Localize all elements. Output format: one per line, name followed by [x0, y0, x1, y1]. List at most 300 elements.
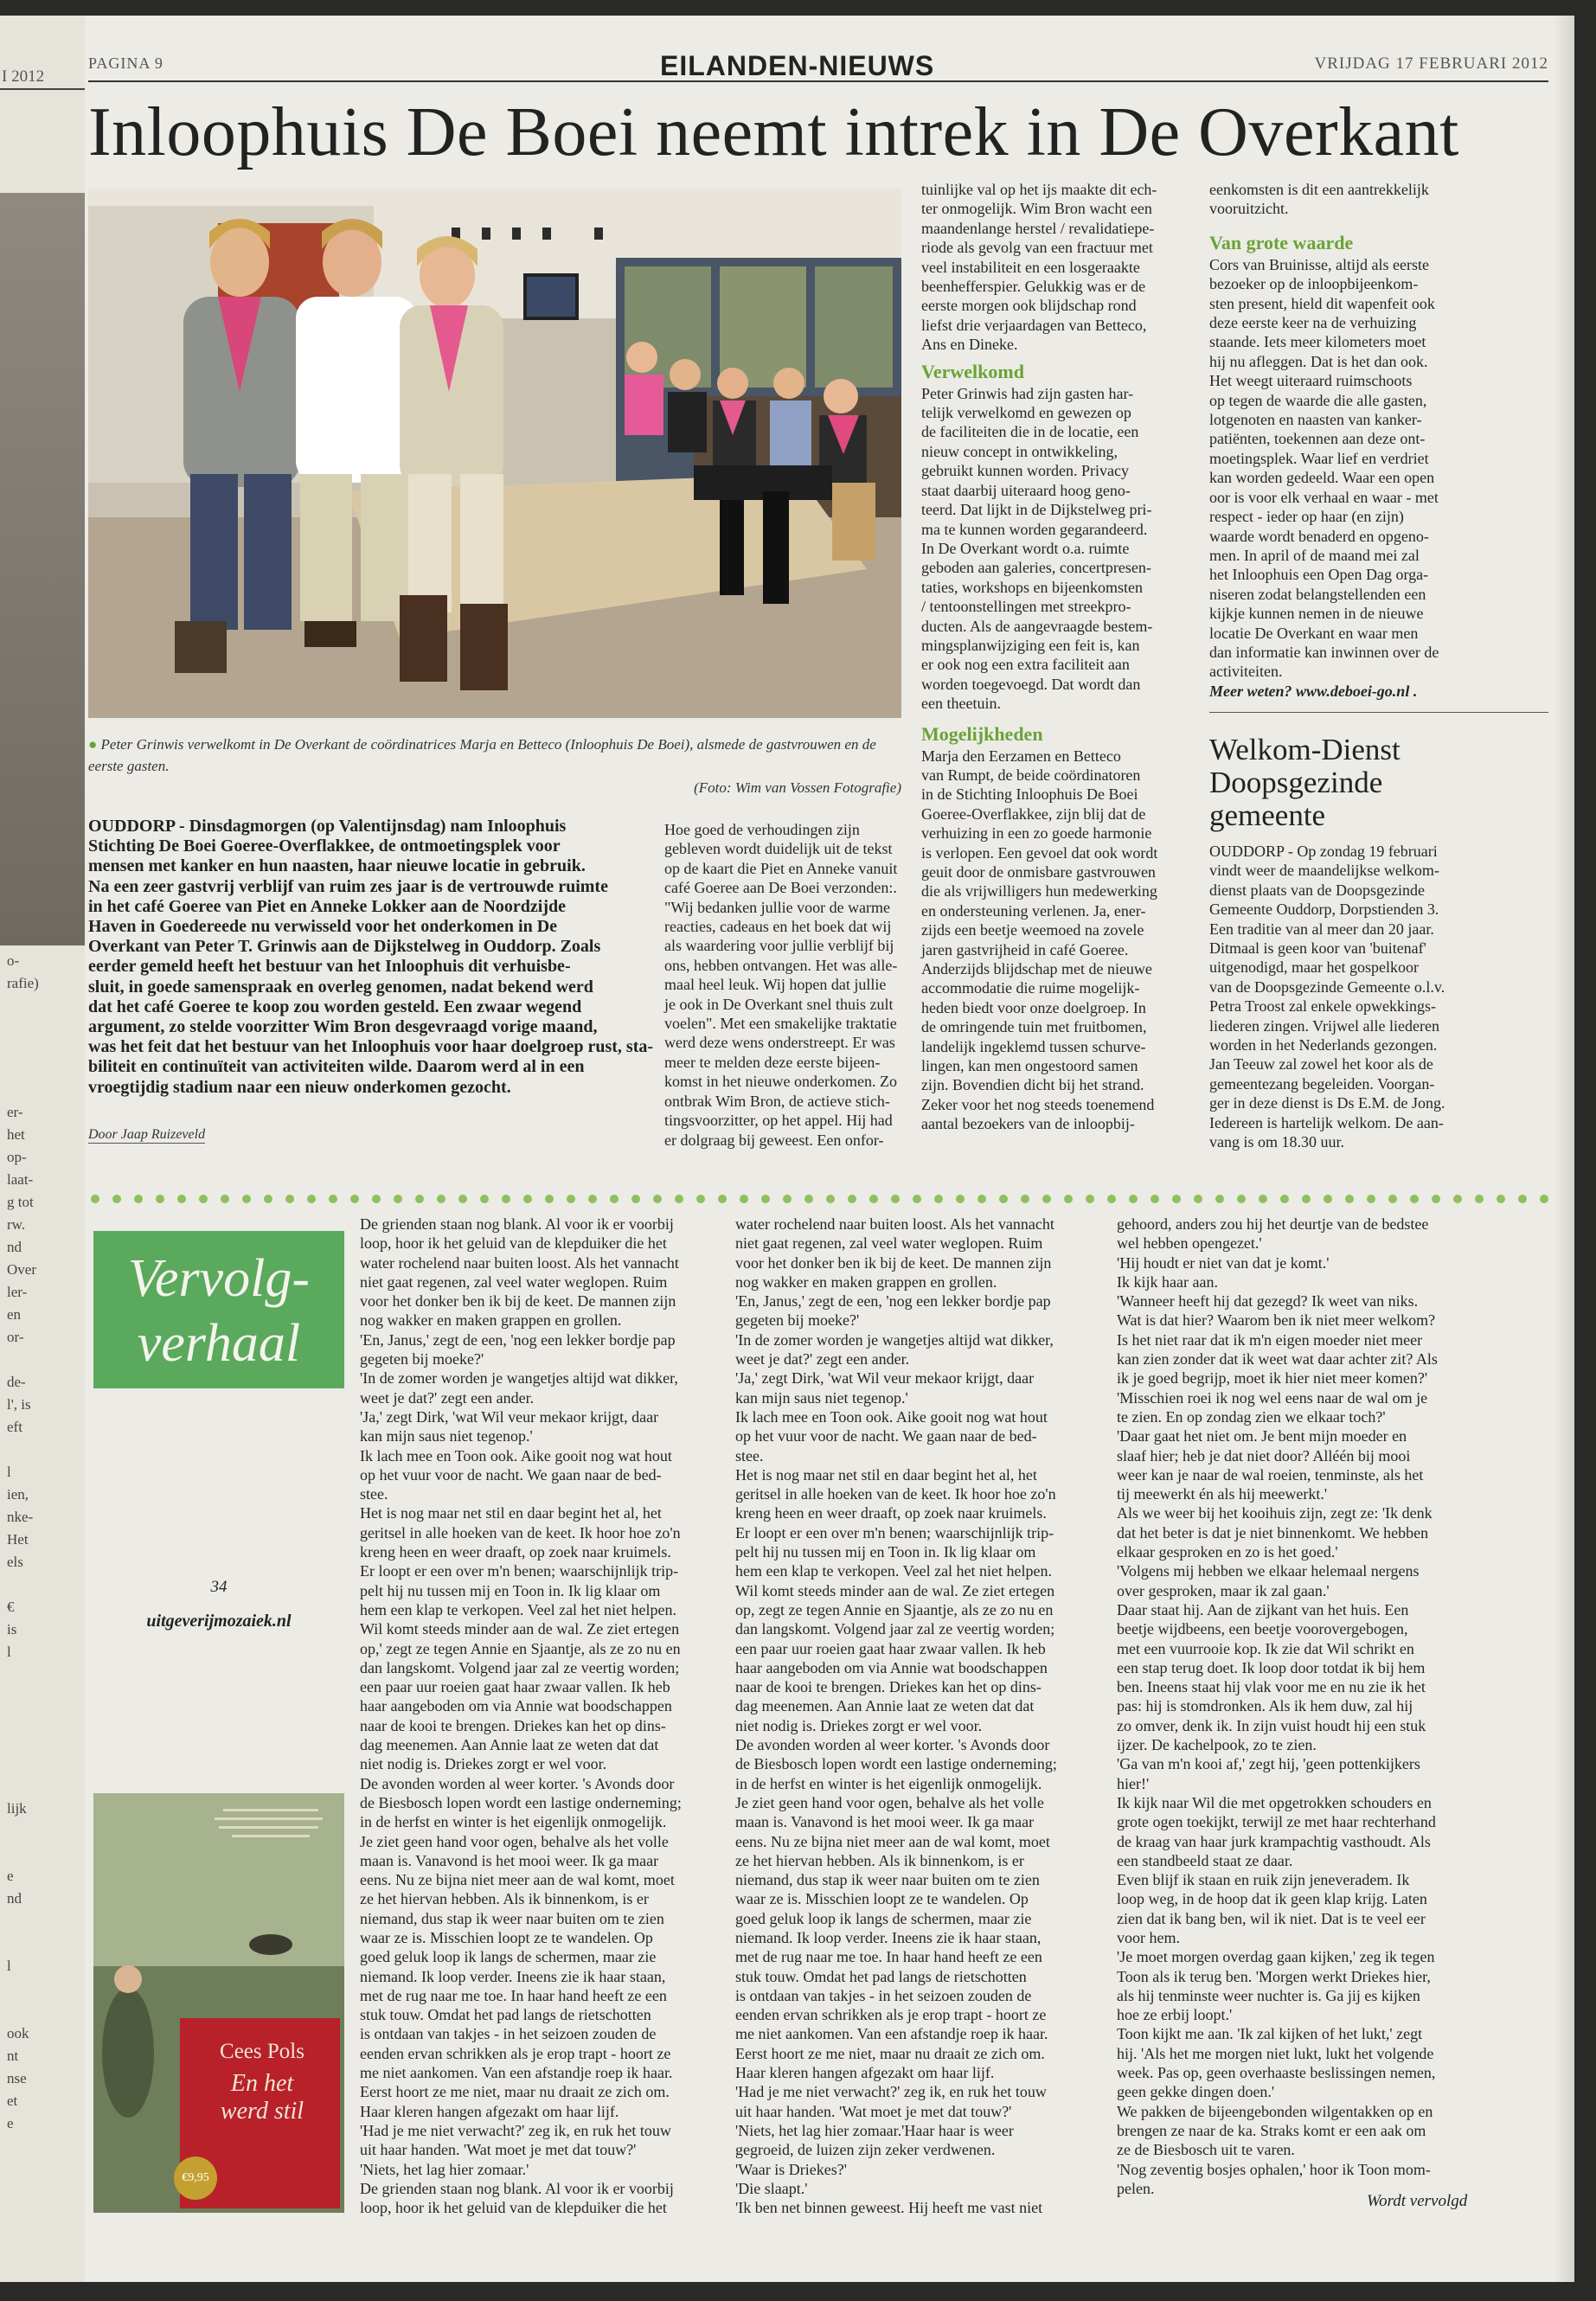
- subhead-mogelijkheden: Mogelijkheden: [921, 722, 1043, 745]
- separator-dot: [285, 1195, 294, 1203]
- text-line: geboden aan galeries, concertpresen-: [921, 559, 1151, 577]
- serial-line: op,' zegt ze tegen Annie en Sjaantje, als ze zo nu en: [360, 1639, 681, 1657]
- text-line: oor is voor elk verhaal en waar - met: [1209, 488, 1439, 506]
- newspaper-page: [85, 16, 1574, 2282]
- serial-line: ze de Biesbosch uit te varen.: [1117, 2141, 1295, 2159]
- separator-dot: [869, 1195, 878, 1203]
- text-line: dan informatie kan inwinnen over de: [1209, 643, 1439, 661]
- serial-line: gegeten bij moeke?': [735, 1311, 860, 1330]
- previous-page-caption-fragment: [7, 950, 39, 995]
- lead-line: Stichting De Boei Goeree-Overflakkee, de ontmoetingsplek voor: [88, 836, 561, 856]
- serial-line: weer kan je naar de wal roeien, tenminste, als het: [1117, 1465, 1424, 1484]
- fragment-line: de-: [7, 1374, 26, 1390]
- serial-line: in de herfst en winter is het eigenlijk onmogelijk.: [735, 1774, 1042, 1792]
- serial-line: geen gekke dingen doen.': [1117, 2083, 1275, 2101]
- separator-dot: [480, 1195, 489, 1203]
- serial-line: 'En, Janus,' zegt de een, 'nog een lekker bordje pap: [360, 1330, 676, 1349]
- text-line: heden biedt voor onze doelgroep. In: [921, 998, 1146, 1016]
- fragment-line: l: [7, 1644, 11, 1660]
- previous-page-text-fragment-lower: [7, 1798, 29, 2135]
- column-3-intro: [921, 180, 1181, 355]
- article-column-2: [664, 820, 898, 1150]
- caption-bullet-icon: ●: [88, 736, 101, 753]
- serial-line: Even blijf ik staan en ruik zijn jeneveradem. Ik: [1117, 1871, 1410, 1889]
- serial-line: waar ze is. Misschien loopt ze te wandelen. Op: [735, 1890, 1029, 1908]
- fragment-line: op-: [7, 1149, 27, 1165]
- serial-line: niemand, dus stap ik weer naar buiten om te zien: [360, 1909, 664, 1927]
- text-line: zijds een beetje weemoed na zovele: [921, 921, 1144, 939]
- fragment-line: het: [7, 1126, 25, 1143]
- serial-line: nog wakker en maken grappen en grollen.: [360, 1311, 622, 1330]
- fragment-line: is: [7, 1621, 17, 1638]
- text-line: reacties, cadeaus en het boek dat wij: [664, 918, 892, 936]
- text-line: gebruikt kunnen worden. Privacy: [921, 462, 1129, 480]
- text-line: ducten. Als de aangevraagde bestem-: [921, 617, 1153, 635]
- separator-dot: [999, 1195, 1008, 1203]
- separator-dot: [1475, 1195, 1484, 1203]
- serial-line: De grienden staan nog blank. Al voor ik er voorbij: [360, 1215, 674, 1233]
- text-line: worden in het Nederlands gezongen.: [1209, 1036, 1438, 1054]
- text-line: ma te kunnen worden gegarandeerd.: [921, 520, 1148, 538]
- separator-dot: [696, 1195, 705, 1203]
- welkom-title-line: gemeente: [1209, 798, 1326, 832]
- serial-line: Daar staat hij. Aan de zijkant van het huis. Een: [1117, 1600, 1409, 1618]
- article-byline: Door Jaap Ruizeveld: [88, 1127, 206, 1142]
- separator-dot: [415, 1195, 424, 1203]
- separator-dot: [177, 1195, 186, 1203]
- serial-line: ben. Ineens staat hij vlak voor me en nu zie ik het: [1117, 1678, 1426, 1696]
- serial-line: Wil komt steeds minder aan de wal. Ze ziet ertegen: [735, 1581, 1055, 1599]
- text-line: van Rumpt, de beide coördinatoren: [921, 766, 1141, 784]
- lead-line: biliteit en continuïteit van activiteiten wilde. Daarom werd al in een: [88, 1057, 585, 1077]
- text-line: het Inloophuis een Open Dag orga-: [1209, 566, 1429, 584]
- welkom-dienst-text: [1209, 842, 1477, 1152]
- serial-line: 'Ja,' zegt Dirk, 'wat Wil veur mekaor krijgt, daar: [735, 1369, 1035, 1388]
- fragment-line: nt: [7, 2048, 19, 2064]
- text-line: uitgenodigd, maar het gospelkoor: [1209, 958, 1419, 977]
- separator-dot: [502, 1195, 510, 1203]
- lead-line: vroegtijdig stadium naar een nieuw onderkomen gezocht.: [88, 1077, 511, 1097]
- serial-line: Eerst hoort ze me niet, maar nu draait ze zich om.: [360, 2083, 670, 2101]
- separator-dot: [848, 1195, 856, 1203]
- serial-line: zien dat ik bang ben, wil ik niet. Dat is te veel eer: [1117, 1909, 1426, 1927]
- text-line: vang is om 18.30 uur.: [1209, 1133, 1344, 1151]
- serial-line: 'Volgens mij hebben we elkaar helemaal nergens: [1117, 1562, 1420, 1580]
- text-line: de omringende tuin met fruitbomen,: [921, 1018, 1147, 1036]
- serial-line: Wil komt steeds minder aan de wal. Ze ziet ertegen: [360, 1620, 680, 1638]
- separator-dot: [523, 1195, 532, 1203]
- separator-dot: [804, 1195, 813, 1203]
- text-line: jaren gastvrijheid in café Goeree.: [921, 940, 1129, 958]
- serial-line: Je ziet geen hand voor ogen, behalve als het volle: [360, 1832, 669, 1850]
- serial-line: niemand, dus stap ik weer naar buiten om te zien: [735, 1871, 1040, 1889]
- serial-line: de Biesbosch lopen wordt een lastige onderneming;: [360, 1793, 682, 1811]
- serial-line: een standbeeld staat ze daar.: [1117, 1851, 1293, 1869]
- serial-line: Er loopt er een over m'n benen; waarschijnlijk trip-: [735, 1523, 1054, 1541]
- text-line: veel instabiliteit en een losgeraakte: [921, 258, 1140, 276]
- text-line: deze eerste keer na de verhuizing: [1209, 314, 1417, 332]
- serial-line: eenden ervan schrikken als je erop trapt - hoort ze: [735, 2006, 1047, 2024]
- text-line: er ook nog een extra faciliteit aan: [921, 656, 1130, 674]
- fragment-line: [7, 1977, 29, 2000]
- more-info-link[interactable]: Meer weten? www.deboei-go.nl .: [1209, 682, 1418, 700]
- fragment-line: l: [7, 1464, 11, 1480]
- text-line: maal heel leuk. Wij hopen dat jullie: [664, 976, 887, 994]
- newspaper-masthead: EILANDEN-NIEUWS: [660, 50, 935, 81]
- serial-line: 'In de zomer worden je wangetjes altijd wat dikker,: [735, 1330, 1054, 1349]
- serial-line: hier!': [1117, 1774, 1150, 1792]
- serial-line: wel hebben opengezet.': [1117, 1234, 1262, 1253]
- serial-line: Het is nog maar net stil en daar begint het al, het: [735, 1465, 1037, 1484]
- text-line: ontbrak Wim Bron, de actieve stich-: [664, 1092, 890, 1110]
- serial-line: is ontdaan van takjes - in het seizoen zouden de: [360, 2025, 657, 2043]
- text-line: er dolgraag bij geweest. Een onfor-: [664, 1131, 884, 1149]
- fragment-line: [7, 2000, 29, 2022]
- text-line: eerste morgen ook blijdschap rond: [921, 297, 1137, 315]
- serial-line: eens. Nu ze bijna niet meer aan de wal komt, moet: [735, 1832, 1050, 1850]
- text-line: voelen". Met een smakelijke traktatie: [664, 1015, 897, 1033]
- serial-line: loop weg, in de hoop dat ik geen klap krijg. Laten: [1117, 1890, 1427, 1908]
- welkom-dienst-title: [1209, 734, 1547, 832]
- text-line: accommodatie die ruime mogelijk-: [921, 979, 1140, 997]
- separator-dot: [91, 1195, 99, 1203]
- serial-line: op, zegt ze tegen Annie en Sjaantje, als ze zo nu en: [735, 1600, 1054, 1618]
- separator-dot: [1172, 1195, 1181, 1203]
- separator-dot: [913, 1195, 921, 1203]
- serial-line: niet nodig is. Driekes zorgt er wel voor.: [735, 1716, 983, 1734]
- separator-dot: [956, 1195, 965, 1203]
- separator-dot: [1518, 1195, 1527, 1203]
- serial-line: gegroeid, de luizen zijn zeker verdwenen.: [735, 2141, 996, 2159]
- section-mogelijkheden: [921, 747, 1181, 1134]
- publisher-website[interactable]: uitgeverijmozaiek.nl: [146, 1612, 292, 1631]
- serial-line: naar de kooi te brengen. Driekes kan het op dins-: [360, 1716, 666, 1734]
- serial-line: kreng heen en weer draaft, op zoek naar kruimels.: [735, 1504, 1047, 1522]
- text-line: gemeentezang begeleiden. Voorgan-: [1209, 1074, 1435, 1093]
- text-line: waarde wordt benaderd en opgeno-: [1209, 527, 1429, 545]
- photo-credit: (Foto: Wim van Vossen Fotografie): [694, 779, 901, 796]
- fragment-line: nke-: [7, 1509, 34, 1525]
- text-line: liefst drie verjaardagen van Betteco,: [921, 316, 1147, 334]
- separator-dot: [1064, 1195, 1073, 1203]
- serial-line: met de rug naar me toe. In haar hand heeft ze een: [735, 1948, 1042, 1966]
- separator-dot: [1302, 1195, 1311, 1203]
- text-line: vooruitzicht.: [1209, 200, 1289, 218]
- lead-line: OUDDORP - Dinsdagmorgen (op Valentijnsdag) nam Inloophuis: [88, 817, 567, 836]
- serial-line: water rochelend naar buiten loost. Als het vannacht: [735, 1215, 1054, 1233]
- text-line: Zeker voor het nog steeds toenemend: [921, 1095, 1155, 1113]
- text-line: patiënten, toekennen aan deze ont-: [1209, 430, 1426, 448]
- separator-dot: [1497, 1195, 1505, 1203]
- serial-line: weet je dat?' zegt een ander.: [360, 1388, 535, 1407]
- article-photo: [88, 189, 901, 718]
- text-line: moetingsplek. Waar lief en verdriet: [1209, 449, 1429, 467]
- column-4-intro: [1209, 180, 1469, 219]
- lead-line: argument, zo stelde voorzitter Wim Bron desgevraagd vorige maand,: [88, 1017, 598, 1037]
- separator-dot: [437, 1195, 445, 1203]
- text-line: Gemeente Ouddorp, Dorpstienden 3.: [1209, 901, 1439, 919]
- serial-line: stee.: [735, 1446, 764, 1465]
- text-line: "Wij bedanken jullie voor de warme: [664, 898, 891, 916]
- separator-dot: [199, 1195, 208, 1203]
- separator-dot: [740, 1195, 748, 1203]
- previous-page-text-fragment: [7, 1101, 36, 1663]
- text-line: gebleven wordt duidelijk uit de tekst: [664, 840, 893, 858]
- article-lead: [88, 817, 654, 1098]
- serial-line: beetje wijdbeens, een beetje voorovergebogen,: [1117, 1620, 1408, 1638]
- separator-dot: [1086, 1195, 1094, 1203]
- fragment-line: [7, 1910, 29, 1932]
- subhead-verwelkomd: Verwelkomd: [921, 360, 1024, 382]
- serial-line: elkaar gesproken en zo is het goed.': [1117, 1543, 1338, 1561]
- serial-line: weet je dat?' zegt een ander.: [735, 1350, 910, 1368]
- text-line: dienst plaats van de Doopsgezinde: [1209, 881, 1425, 899]
- text-line: Peter Grinwis had zijn gasten har-: [921, 384, 1134, 402]
- separator-dot: [1367, 1195, 1375, 1203]
- separator-dot: [350, 1195, 359, 1203]
- text-line: je ook in De Overkant snel thuis zult: [664, 995, 894, 1013]
- text-line: OUDDORP - Op zondag 19 februari: [1209, 843, 1438, 860]
- separator-dot: [567, 1195, 575, 1203]
- text-line: men. In april of de maand mei zal: [1209, 546, 1420, 564]
- separator-dot: [1237, 1195, 1246, 1203]
- serial-line: Als we weer bij het kooihuis zijn, zegt ze: 'Ik denk: [1117, 1504, 1433, 1522]
- text-line: Hoe goed de verhoudingen zijn: [664, 821, 860, 838]
- separator-dot: [675, 1195, 683, 1203]
- fragment-line: l', is: [7, 1396, 31, 1413]
- text-line: respect - ieder op haar (en zijn): [1209, 508, 1404, 526]
- separator-dot: [1280, 1195, 1289, 1203]
- lead-line: dat het café Goeree te koop zou worden gesteld. Een zwaar wegend: [88, 997, 582, 1016]
- serial-line: brengen ze naar de ka. Straks komt er een aak om: [1117, 2121, 1426, 2139]
- text-line: lingen, kan men ongestoord samen: [921, 1057, 1138, 1075]
- separator-dot: [545, 1195, 554, 1203]
- serial-line: dag meenemen. Aan Annie laat ze weten dat dat: [360, 1736, 659, 1754]
- book-price-badge: €9,95: [174, 2157, 217, 2200]
- serial-line: voor het donker ben ik bij de keet. De mannen zijn: [360, 1292, 676, 1311]
- fragment-line: [7, 1349, 36, 1371]
- fragment-line: nd: [7, 1890, 22, 1907]
- serial-line: Je ziet geen hand voor ogen, behalve als het volle: [735, 1793, 1044, 1811]
- serial-line: gehoord, anders zou hij het deurtje van de bedstee: [1117, 1215, 1429, 1233]
- serial-continued-note: Wordt vervolgd: [1367, 2192, 1468, 2210]
- serial-line: hem een klap te verkopen. Veel zal het niet helpen.: [360, 1600, 677, 1618]
- serial-line: 'In de zomer worden je wangetjes altijd wat dikker,: [360, 1369, 678, 1388]
- serial-line: me niet aankomen. Van een afstandje roep ik haar.: [360, 2064, 673, 2082]
- separator-dot: [1129, 1195, 1138, 1203]
- serial-line: maan is. Vanavond is het mooi weer. Ik ga maar: [735, 1813, 1035, 1831]
- book-title-line2: werd stil: [220, 2098, 304, 2125]
- fragment-line: e: [7, 2115, 14, 2131]
- serial-line: 'Nog zeventig bosjes ophalen,' hoor ik Toon mom-: [1117, 2160, 1431, 2178]
- serial-line: De avonden worden al weer korter. 's Avonds door: [360, 1774, 675, 1792]
- text-line: Anderzijds blijdschap met de nieuwe: [921, 960, 1152, 978]
- serial-line: Ik lach mee en Toon ook. Aike gooit nog wat hout: [735, 1407, 1048, 1426]
- text-line: in de Stichting Inloophuis De Boei: [921, 785, 1138, 804]
- text-line: Ditmaal is geen koor van 'buitenaf': [1209, 939, 1426, 958]
- fragment-line: et: [7, 2093, 18, 2109]
- serial-line: Er loopt er een over m'n benen; waarschijnlijk trip-: [360, 1562, 679, 1580]
- serial-line: een paar uur roeien gaat haar zwaar vallen. Ik heb: [360, 1678, 670, 1696]
- separator-dot: [653, 1195, 662, 1203]
- serial-line: week. Pas op, geen overhaaste beslissingen nemen,: [1117, 2064, 1436, 2082]
- separator-dot: [1324, 1195, 1332, 1203]
- text-line: een theetuin.: [921, 695, 1001, 713]
- serial-line: 'Ga van m'n kooi af,' zegt hij, 'geen pottenkijkers: [1117, 1755, 1420, 1773]
- text-line: In De Overkant wordt o.a. ruimte: [921, 539, 1130, 557]
- serial-line: niet nodig is. Driekes zorgt er wel voor.: [360, 1755, 607, 1773]
- fragment-line: [7, 1574, 36, 1596]
- serial-line: Eerst hoort ze me niet, maar nu draait ze zich om.: [735, 2044, 1045, 2062]
- text-line: van de Doopsgezinde Gemeente o.l.v.: [1209, 977, 1445, 996]
- serial-line: haar aangeboden om via Annie wat boodschappen: [735, 1658, 1048, 1676]
- text-line: liederen zingen. Vrijwel alle liederen: [1209, 1016, 1439, 1035]
- text-line: maandenlange herstel / revalidatiepe-: [921, 219, 1155, 237]
- text-line: Jan Teeuw zal zowel het koor als de: [1209, 1055, 1433, 1074]
- fragment-line: [7, 1439, 36, 1461]
- fragment-line: ien,: [7, 1486, 29, 1503]
- text-line: Petra Troost zal enkele opwekkings-: [1209, 997, 1436, 1016]
- serial-line: uit haar handen. 'Wat moet je met dat touw?': [360, 2141, 637, 2159]
- serial-title-line2: verhaal: [137, 1314, 301, 1373]
- serial-line: voor het donker ben ik bij de keet. De mannen zijn: [735, 1253, 1052, 1272]
- serial-line: haar aangeboden om via Annie wat boodschappen: [360, 1697, 672, 1715]
- serial-line: 'Waar is Driekes?': [735, 2160, 847, 2178]
- text-line: teerd. Dat lijkt in de Dijkstelweg pri-: [921, 501, 1152, 519]
- previous-page-strip: [0, 16, 85, 2282]
- separator-dot: [156, 1195, 164, 1203]
- serial-line: is ontdaan van takjes - in het seizoen zouden de: [735, 1986, 1032, 2004]
- text-line: lotgenoten en naasten van kanker-: [1209, 411, 1422, 429]
- fragment-line: els: [7, 1554, 23, 1570]
- serial-line: dag meenemen. Aan Annie laat ze weten dat dat: [735, 1697, 1035, 1715]
- separator-dot: [1432, 1195, 1440, 1203]
- text-line: en ondersteuning verlenen. Ja, ener-: [921, 901, 1146, 920]
- text-line: Goeree-Overflakkee, zijn blij dat de: [921, 804, 1146, 823]
- serial-line: stuk touw. Omdat het pad langs de rietschotten: [360, 2006, 651, 2024]
- separator-dot: [1388, 1195, 1397, 1203]
- serial-line: zo omver, denk ik. In zijn vuist houdt hij een stuk: [1117, 1716, 1426, 1734]
- caption-text: Peter Grinwis verwelkomt in De Overkant de coördinatrices Marja en Betteco (Inloophuis De Boei), alsmede de gastvrouwen en de eerste gasten.: [88, 736, 876, 774]
- serial-line: We pakken de bijeengebonden wilgentakken op en: [1117, 2102, 1433, 2120]
- section-verwelkomd: [921, 384, 1181, 714]
- text-line: / tentoonstellingen met streekpro-: [921, 598, 1131, 616]
- separator-dot: [458, 1195, 467, 1203]
- serial-line: niemand. Ik loop verder. Ineens zie ik haar staan,: [360, 1967, 666, 1985]
- serial-line: de Biesbosch lopen wordt een lastige onderneming;: [735, 1755, 1057, 1773]
- text-line: Ans en Dineke.: [921, 336, 1018, 354]
- text-line: komst in het nieuwe onderkomen. Zo: [664, 1073, 897, 1091]
- serial-episode-number: 34: [210, 1578, 228, 1596]
- fragment-line: Het: [7, 1531, 29, 1548]
- text-line: aantal bezoekers van de inloopbij-: [921, 1115, 1135, 1133]
- book-title-line1: En het: [230, 2070, 294, 2097]
- serial-line: slaaf hier; heb je dat niet door? Alléén bij mooi: [1117, 1446, 1411, 1465]
- separator-dot: [761, 1195, 770, 1203]
- photo-caption: [88, 734, 901, 798]
- serial-line: 'Daar gaat het niet om. Je bent mijn moeder en: [1117, 1427, 1407, 1445]
- issue-date: VRIJDAG 17 FEBRUARI 2012: [1314, 54, 1548, 73]
- serial-line: te zien. En op zondag zien we elkaar toch?': [1117, 1407, 1386, 1426]
- serial-line: ze het hiervan hebben. Als ik binnenkom, is er: [735, 1851, 1024, 1869]
- serial-line: nog wakker en maken grappen en grollen.: [735, 1272, 997, 1291]
- fragment-line: lijk: [7, 1800, 27, 1817]
- serial-line: Ik lach mee en Toon ook. Aike gooit nog wat hout: [360, 1446, 672, 1465]
- separator-dot: [1540, 1195, 1548, 1203]
- fragment-line: [7, 1932, 29, 1955]
- lead-line: mensen met kanker en hun naasten, haar nieuwe locatie in gebruik.: [88, 856, 586, 876]
- separator-dot: [934, 1195, 943, 1203]
- serial-line: De grienden staan nog blank. Al voor ik er voorbij: [360, 2179, 674, 2197]
- serial-line: ijzer. De kachelpook, zo te zien.: [1117, 1736, 1317, 1754]
- lead-line: eerder gemeld heeft het bestuur van het Inloophuis dit verhuisbe-: [88, 957, 571, 977]
- text-line: worden toegevoegd. Dat wordt dan: [921, 675, 1141, 693]
- serial-line: Haar kleren hangen afgezakt om haar lijf.: [360, 2102, 619, 2120]
- article-column-3: [921, 180, 1181, 1134]
- serial-line: geritsel in alle hoeken van de keet. Ik hoor hoe zo'n: [735, 1485, 1056, 1503]
- text-line: tuinlijke val op het ijs maakte dit ech-: [921, 181, 1157, 198]
- welkom-title-line: Doopsgezinde: [1209, 766, 1383, 799]
- fragment-line: Over: [7, 1261, 36, 1278]
- serial-title-line1: Vervolg-: [127, 1249, 311, 1308]
- fragment-line: eft: [7, 1419, 22, 1435]
- text-line: ons, hebben ontvangen. Het was alle-: [664, 956, 898, 974]
- serial-line: kreng heen en weer draaft, op zoek naar kruimels.: [360, 1543, 671, 1561]
- serial-line: Ik kijk naar Wil die met opgetrokken schouders en: [1117, 1793, 1432, 1811]
- separator-dot: [610, 1195, 619, 1203]
- serial-line: ik je goed begrijp, moet ik hier niet meer komen?': [1117, 1369, 1428, 1388]
- serial-line: stee.: [360, 1485, 388, 1503]
- serial-line: niet gaat regenen, zal veel water weglopen. Ruim: [360, 1272, 668, 1291]
- serial-line: pelt hij nu tussen mij en Toon in. Ik lig klaar om: [735, 1543, 1036, 1561]
- serial-line: de kraag van haar jurk krampachtig vasthoudt. Als: [1117, 1832, 1431, 1850]
- separator-dot: [264, 1195, 272, 1203]
- previous-page-date: I 2012: [2, 67, 45, 86]
- serial-line: een paar uur roeien gaat haar zwaar vallen. Ik heb: [735, 1639, 1046, 1657]
- text-line: zijn. Bovendien dicht bij het strand.: [921, 1076, 1144, 1094]
- serial-line: als hij tenminste weer nuchter is. Ga jij es kijken: [1117, 1986, 1420, 2004]
- text-line: Een traditie van al meer dan 20 jaar.: [1209, 920, 1434, 938]
- serial-line: hem een klap te verkopen. Veel zal het niet helpen.: [735, 1562, 1053, 1580]
- serial-line: Toon als ik terug ben. 'Morgen werkt Driekes hier,: [1117, 1967, 1431, 1985]
- separator-dot: [221, 1195, 229, 1203]
- dotted-separator: [88, 1192, 1550, 1206]
- fragment-line: [7, 1843, 29, 1865]
- serial-line: 'Misschien roei ik nog wel eens naar de wal om je: [1117, 1388, 1428, 1407]
- text-line: Cors van Bruinisse, altijd als eerste: [1209, 255, 1429, 273]
- text-line: nieuw concept in ontwikkeling,: [921, 442, 1118, 460]
- serial-line: waar ze is. Misschien loopt ze te wandelen. Op: [360, 1928, 653, 1946]
- fragment-line: e: [7, 1868, 14, 1884]
- separator-dot: [372, 1195, 381, 1203]
- serial-line: dat het beter is dat je niet binnenkomt. We hebben: [1117, 1523, 1429, 1541]
- separator-dot: [329, 1195, 337, 1203]
- serial-line: met een vuurrooie kop. Ik zie dat Wil schrikt en: [1117, 1639, 1414, 1657]
- text-line: bezoeker op de inloopbijeenkom-: [1209, 275, 1419, 293]
- fragment-line: en: [7, 1306, 22, 1323]
- serial-line: loop, hoor ik het geluid van de klepduiker die het: [360, 1234, 667, 1253]
- serial-line: 'Ja,' zegt Dirk, 'wat Wil veur mekaor krijgt, daar: [360, 1407, 659, 1426]
- fragment-line: o-: [7, 952, 20, 969]
- separator-dot: [718, 1195, 727, 1203]
- text-line: vindt weer de maandelijkse welkom-: [1209, 862, 1439, 880]
- serial-line: niemand. Ik loop verder. Ineens zie ik haar staan,: [735, 1928, 1042, 1946]
- text-line: staande. Iets meer kilometers moet: [1209, 333, 1426, 351]
- fragment-line: g tot: [7, 1194, 34, 1210]
- serial-column-3: [1117, 1215, 1502, 2198]
- fragment-line: €: [7, 1599, 15, 1615]
- text-line: op tegen de waarde die alle gasten,: [1209, 391, 1427, 409]
